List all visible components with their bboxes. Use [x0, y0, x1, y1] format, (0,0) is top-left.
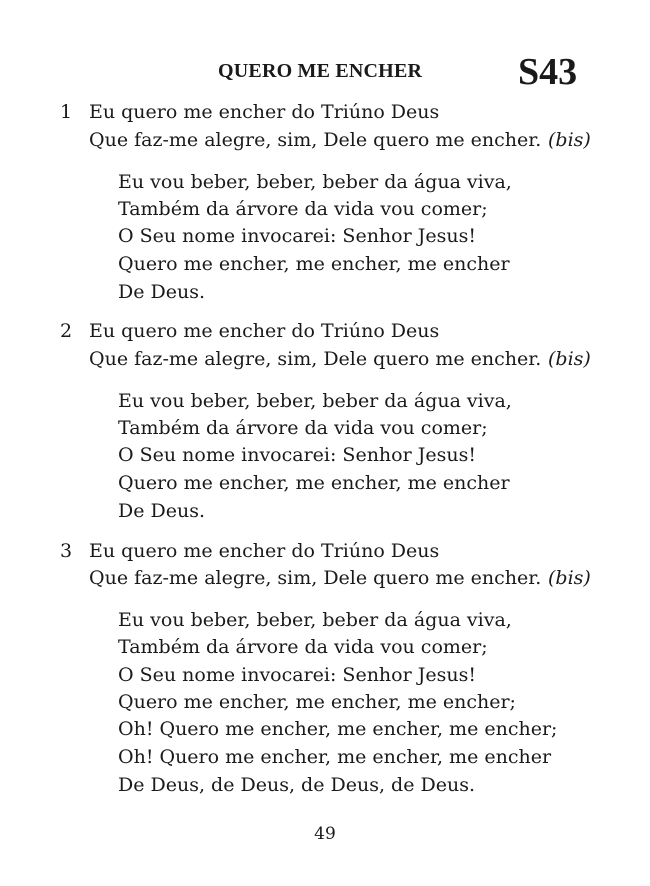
stanza-line: Eu quero me encher do Triúno Deus [89, 540, 440, 562]
chorus-line: O Seu nome invocarei: Senhor Jesus! [118, 225, 476, 247]
repeat-mark: (bis) [548, 129, 591, 151]
chorus-line: De Deus. [118, 500, 206, 522]
stanza-line: Eu quero me encher do Triúno Deus [89, 320, 440, 342]
page-number: 49 [314, 824, 336, 844]
repeat-mark: (bis) [548, 567, 591, 589]
chorus-line: O Seu nome invocarei: Senhor Jesus! [118, 664, 476, 686]
hymn-number: S43 [518, 51, 578, 93]
stanza-line: Que faz-me alegre, sim, Dele quero me encher. [89, 348, 542, 370]
chorus-line: De Deus. [118, 281, 206, 303]
chorus-line: De Deus, de Deus, de Deus, de Deus. [118, 774, 475, 796]
stanza-number: 2 [60, 320, 73, 342]
chorus-line: Oh! Quero me encher, me encher, me encher; [118, 718, 558, 740]
stanza-line: Eu quero me encher do Triúno Deus [89, 101, 440, 123]
chorus-line: Oh! Quero me encher, me encher, me encher [118, 746, 552, 768]
stanza-number: 1 [60, 101, 73, 123]
hymn-title: QUERO ME ENCHER [218, 60, 423, 82]
chorus-line: O Seu nome invocarei: Senhor Jesus! [118, 444, 476, 466]
chorus-line: Quero me encher, me encher, me encher; [118, 691, 516, 713]
stanza-number: 3 [60, 540, 73, 562]
chorus-line: Eu vou beber, beber, beber da água viva, [118, 609, 512, 631]
chorus-line: Quero me encher, me encher, me encher [118, 253, 510, 275]
chorus-line: Também da árvore da vida vou comer; [118, 198, 488, 220]
chorus-line: Também da árvore da vida vou comer; [118, 417, 488, 439]
chorus-line: Quero me encher, me encher, me encher [118, 472, 510, 494]
chorus-line: Eu vou beber, beber, beber da água viva, [118, 171, 512, 193]
chorus-line: Eu vou beber, beber, beber da água viva, [118, 390, 512, 412]
stanza-line: Que faz-me alegre, sim, Dele quero me encher. [89, 567, 542, 589]
chorus-line: Também da árvore da vida vou comer; [118, 636, 488, 658]
repeat-mark: (bis) [548, 348, 591, 370]
stanza-line: Que faz-me alegre, sim, Dele quero me encher. [89, 129, 542, 151]
